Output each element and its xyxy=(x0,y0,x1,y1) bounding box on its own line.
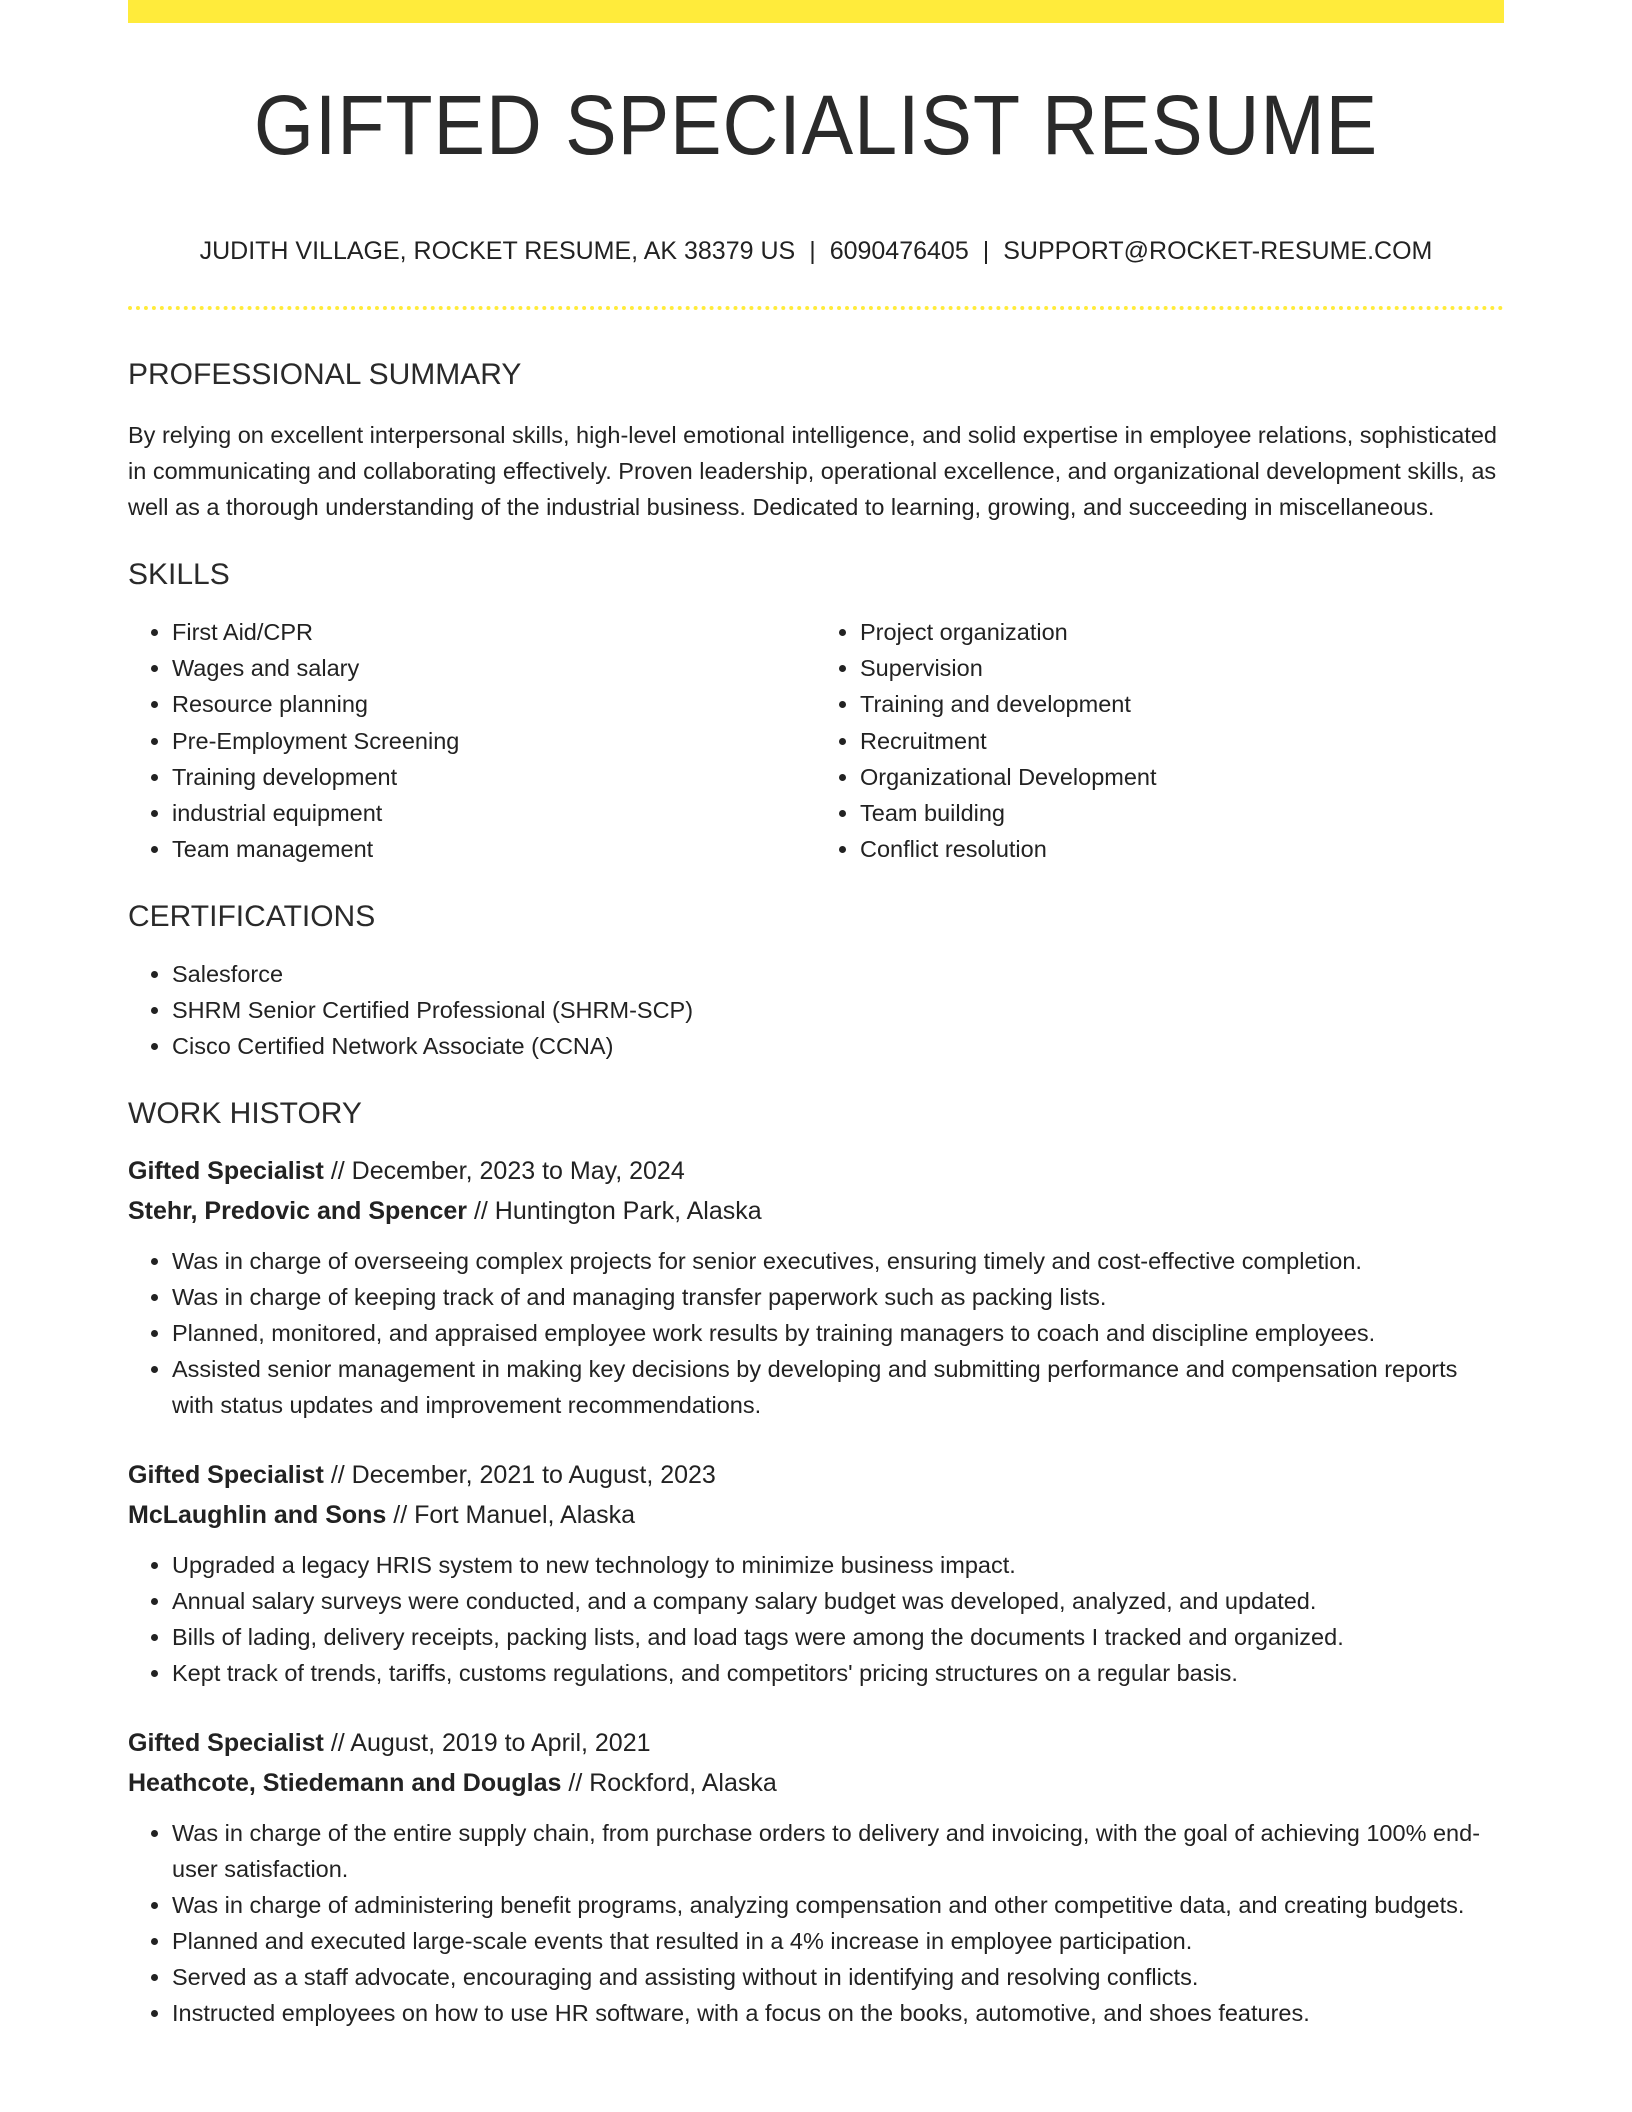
certification-item: • Salesforce xyxy=(172,956,1504,992)
resume-title: GIFTED SPECIALIST RESUME xyxy=(253,78,1379,172)
certifications-heading: CERTIFICATIONS xyxy=(128,900,376,934)
skill-item: • Organizational Development xyxy=(860,759,1504,795)
job-bullet-list xyxy=(128,1547,1504,1691)
skill-item: • Supervision xyxy=(860,650,1504,686)
job-location: // Rockford, Alaska xyxy=(561,1769,777,1798)
skill-item: • Team management xyxy=(172,831,816,867)
job-bullet: • Upgraded a legacy HRIS system to new technology to minimize business impact. xyxy=(172,1547,1504,1583)
job-bullet-list xyxy=(128,1815,1504,2031)
skill-item: • Pre-Employment Screening xyxy=(172,723,816,759)
job-company: McLaughlin and Sons xyxy=(128,1501,387,1530)
contact-separator: | xyxy=(809,237,816,265)
contact-email: SUPPORT@ROCKET-RESUME.COM xyxy=(1003,237,1433,265)
job-dates: // August, 2019 to April, 2021 xyxy=(323,1729,651,1758)
job-company-line xyxy=(128,1763,1504,1803)
skills-left-list xyxy=(128,614,816,867)
skills-heading: SKILLS xyxy=(128,558,230,591)
job-bullet: • Was in charge of the entire supply chain, from purchase orders to delivery and invoicing, with the goal of achieving 100% end-user satisfaction. xyxy=(172,1815,1504,1887)
skill-item: • Wages and salary xyxy=(172,650,816,686)
skill-item: • industrial equipment xyxy=(172,795,816,831)
job-bullet: • Instructed employees on how to use HR software, with a focus on the books, automotive, and shoes features. xyxy=(172,1995,1504,2031)
job-bullet: • Was in charge of keeping track of and managing transfer paperwork such as packing lists. xyxy=(172,1279,1504,1315)
job-company: Stehr, Predovic and Spencer xyxy=(128,1197,468,1226)
skill-item: • Recruitment xyxy=(860,723,1504,759)
certification-item: • SHRM Senior Certified Professional (SHRM-SCP) xyxy=(172,992,1504,1028)
dotted-divider xyxy=(128,306,1504,310)
skill-item: • Team building xyxy=(860,795,1504,831)
job-location: // Fort Manuel, Alaska xyxy=(386,1501,636,1530)
certifications-list xyxy=(128,956,1504,1064)
resume-page xyxy=(128,0,1504,2031)
certifications-section xyxy=(128,902,1504,1064)
job-dates: // December, 2021 to August, 2023 xyxy=(323,1461,716,1490)
contact-address: JUDITH VILLAGE, ROCKET RESUME, AK 38379 US xyxy=(199,237,796,265)
work-history-heading: WORK HISTORY xyxy=(128,1097,362,1131)
summary-section xyxy=(128,360,1504,525)
job-title: Gifted Specialist xyxy=(128,1729,324,1758)
skills-section xyxy=(128,560,1504,867)
skill-item: • First Aid/CPR xyxy=(172,614,816,650)
job-bullet: • Bills of lading, delivery receipts, packing lists, and load tags were among the documents I tracked and organized. xyxy=(172,1619,1504,1655)
job-bullet: • Planned and executed large-scale events that resulted in a 4% increase in employee participation. xyxy=(172,1923,1504,1959)
summary-text: By relying on excellent interpersonal skills, high-level emotional intelligence, and solid expertise in employee relations, sophisticated in communicating and collaborating effectively. Proven leadership, operational excellence, and organizational development skills, as well as a thorough understanding of the industrial business. Dedicated to learning, growing, and succeeding in miscellaneous. xyxy=(128,422,1497,520)
job-bullet-list xyxy=(128,1243,1504,1423)
skills-right-list xyxy=(816,614,1504,867)
accent-top-bar xyxy=(128,0,1504,23)
job-entry xyxy=(128,1151,1504,1423)
job-bullet: • Was in charge of overseeing complex projects for senior executives, ensuring timely and cost-effective completion. xyxy=(172,1243,1504,1279)
work-history-section xyxy=(128,1099,1504,2031)
skill-item: • Training development xyxy=(172,759,816,795)
job-bullet: • Kept track of trends, tariffs, customs regulations, and competitors' pricing structures on a regular basis. xyxy=(172,1655,1504,1691)
job-bullet: • Annual salary surveys were conducted, and a company salary budget was developed, analyzed, and updated. xyxy=(172,1583,1504,1619)
job-company: Heathcote, Stiedemann and Douglas xyxy=(128,1769,562,1798)
job-entry xyxy=(128,1723,1504,2031)
contact-separator: | xyxy=(982,237,990,265)
job-title-line xyxy=(128,1455,1504,1495)
certification-item: • Cisco Certified Network Associate (CCNA) xyxy=(172,1028,1504,1064)
skill-item: • Resource planning xyxy=(172,686,816,722)
job-bullet: • Assisted senior management in making key decisions by developing and submitting performance and compensation reports with status updates and improvement recommendations. xyxy=(172,1351,1504,1423)
job-title-line xyxy=(128,1151,1504,1191)
job-company-line xyxy=(128,1495,1504,1535)
summary-heading: PROFESSIONAL SUMMARY xyxy=(128,358,522,391)
skill-item: • Project organization xyxy=(860,614,1504,650)
contact-phone: 6090476405 xyxy=(829,237,969,265)
skills-columns xyxy=(128,614,1504,867)
job-title-line xyxy=(128,1723,1504,1763)
job-location: // Huntington Park, Alaska xyxy=(467,1197,762,1226)
job-company-line xyxy=(128,1191,1504,1231)
skill-item: • Conflict resolution xyxy=(860,831,1504,867)
job-bullet: • Was in charge of administering benefit programs, analyzing compensation and other competitive data, and creating budgets. xyxy=(172,1887,1504,1923)
job-title: Gifted Specialist xyxy=(128,1157,324,1186)
job-dates: // December, 2023 to May, 2024 xyxy=(323,1157,685,1186)
skill-item: • Training and development xyxy=(860,686,1504,722)
job-title: Gifted Specialist xyxy=(128,1461,324,1490)
job-entry xyxy=(128,1455,1504,1691)
job-bullet: • Planned, monitored, and appraised employee work results by training managers to coach and discipline employees. xyxy=(172,1315,1504,1351)
job-bullet: • Served as a staff advocate, encouraging and assisting without in identifying and resolving conflicts. xyxy=(172,1959,1504,1995)
contact-line xyxy=(128,239,1504,264)
